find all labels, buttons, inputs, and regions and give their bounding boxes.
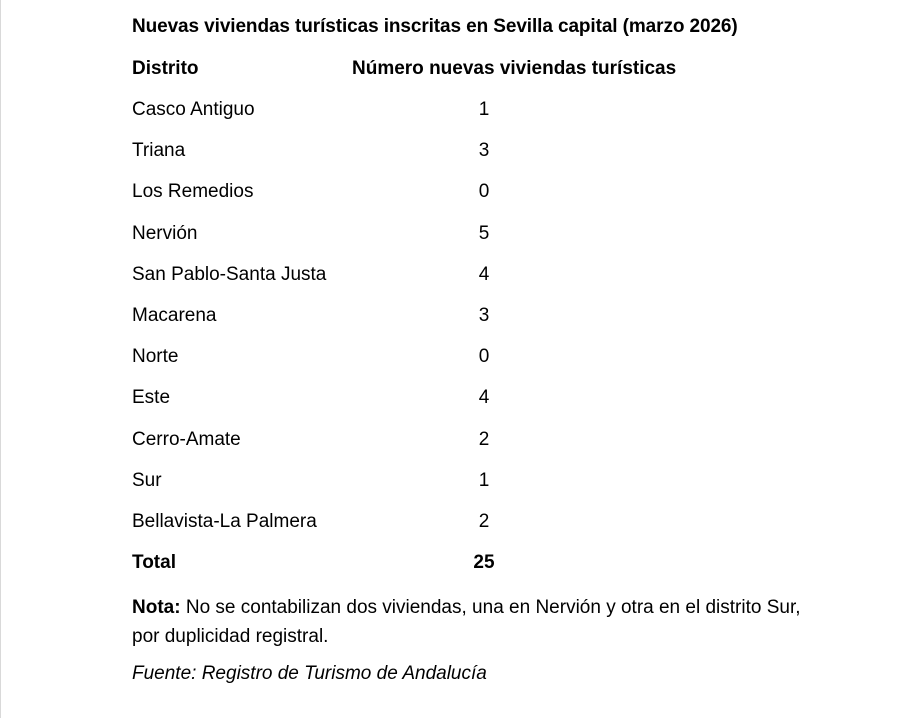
district-name: Triana bbox=[132, 140, 186, 162]
district-name: Macarena bbox=[132, 304, 217, 326]
district-name: Norte bbox=[132, 346, 179, 368]
note-paragraph bbox=[132, 593, 807, 651]
document-title: Nuevas viviendas turísticas inscritas en Sevilla capital (marzo 2026) bbox=[132, 16, 738, 37]
total-label: Total bbox=[132, 552, 176, 573]
district-name: Sur bbox=[132, 469, 162, 491]
district-count: 1 bbox=[478, 469, 490, 491]
district-count: 5 bbox=[478, 222, 490, 244]
table-header-row bbox=[132, 58, 812, 82]
district-name: Casco Antiguo bbox=[132, 99, 255, 120]
table-row bbox=[132, 305, 812, 346]
header-count: Número nuevas viviendas turísticas bbox=[352, 58, 677, 79]
table-row bbox=[132, 346, 812, 387]
total-count: 25 bbox=[473, 552, 495, 573]
district-count: 3 bbox=[478, 304, 490, 326]
district-count: 4 bbox=[478, 387, 490, 409]
note-text: No se contabilizan dos viviendas, una en Nervión y otra en el distrito Sur, por duplicidad registral. bbox=[132, 597, 801, 647]
district-count: 2 bbox=[478, 510, 490, 532]
table-row bbox=[132, 99, 812, 140]
district-count: 2 bbox=[478, 428, 490, 450]
table-total-row bbox=[132, 552, 812, 576]
table-row bbox=[132, 511, 812, 552]
district-name: Bellavista-La Palmera bbox=[132, 510, 317, 532]
district-count: 0 bbox=[478, 181, 490, 203]
table-row bbox=[132, 223, 812, 264]
table-row bbox=[132, 140, 812, 181]
district-count: 4 bbox=[478, 263, 490, 285]
district-count: 3 bbox=[478, 140, 490, 162]
district-count: 1 bbox=[478, 99, 490, 120]
table-row bbox=[132, 429, 812, 470]
page-left-border bbox=[0, 0, 1, 718]
table-row bbox=[132, 387, 812, 428]
table-row bbox=[132, 470, 812, 511]
district-name: Nervión bbox=[132, 222, 198, 244]
table-row bbox=[132, 181, 812, 222]
header-district: Distrito bbox=[132, 58, 199, 79]
district-name: San Pablo-Santa Justa bbox=[132, 263, 327, 285]
source-line: Fuente: Registro de Turismo de Andalucía bbox=[132, 663, 487, 684]
district-name: Cerro-Amate bbox=[132, 428, 241, 450]
table-row bbox=[132, 264, 812, 305]
district-name: Los Remedios bbox=[132, 181, 254, 203]
district-count: 0 bbox=[478, 346, 490, 368]
note-label: Nota: bbox=[132, 597, 181, 618]
district-name: Este bbox=[132, 387, 171, 409]
table-body bbox=[132, 99, 812, 552]
